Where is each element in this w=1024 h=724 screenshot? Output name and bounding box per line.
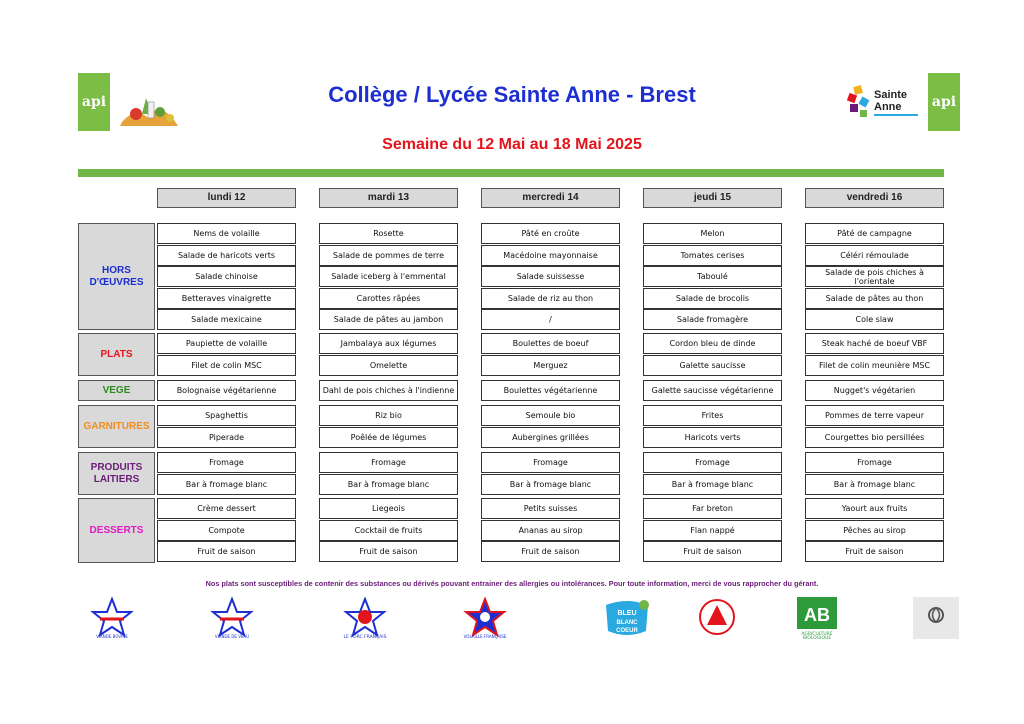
menu-cell: Bar à fromage blanc: [805, 474, 944, 495]
menu-cell: Macédoine mayonnaise: [481, 245, 620, 266]
menu-cell: Salade de brocolis: [643, 288, 782, 309]
svg-text:BIOLOGIQUE: BIOLOGIQUE: [802, 636, 832, 639]
viande-bovine-francaise-icon: [90, 597, 134, 639]
menu-cell: Bolognaise végétarienne: [157, 380, 296, 401]
menu-cell: Galette saucisse: [643, 355, 782, 376]
menu-cell: Bar à fromage blanc: [481, 474, 620, 495]
svg-text:VIANDE DE VEAU: VIANDE DE VEAU: [214, 634, 250, 639]
menu-cell: Boulettes végétarienne: [481, 380, 620, 401]
day-header: vendredi 16: [805, 188, 944, 208]
menu-cell: Ananas au sirop: [481, 520, 620, 541]
menu-cell: Poêlée de légumes: [319, 427, 458, 448]
menu-cell: Salade suissesse: [481, 266, 620, 287]
menu-cell: Spaghettis: [157, 405, 296, 426]
menu-cell: Bar à fromage blanc: [643, 474, 782, 495]
produit-breton-icon: [913, 597, 959, 639]
menu-cell: Flan nappé: [643, 520, 782, 541]
category-vege: VEGE: [78, 380, 155, 401]
menu-cell: Semoule bio: [481, 405, 620, 426]
svg-text:Anne: Anne: [874, 101, 902, 113]
menu-cell: Fruit de saison: [157, 541, 296, 562]
category-produits-laitiers: PRODUITS LAITIERS: [78, 452, 155, 495]
api-logo-right: api: [928, 73, 960, 131]
menu-cell: Salade iceberg à l'emmental: [319, 266, 458, 287]
menu-cell: Fromage: [481, 452, 620, 473]
viande-de-veau-francaise-icon: [210, 597, 254, 639]
menu-cell: Pâté en croûte: [481, 223, 620, 244]
svg-text:Sainte: Sainte: [874, 89, 908, 101]
menu-cell: Bar à fromage blanc: [319, 474, 458, 495]
menu-cell: Pâté de campagne: [805, 223, 944, 244]
menu-cell: Fruit de saison: [643, 541, 782, 562]
day-header: mardi 13: [319, 188, 458, 208]
agriculture-biologique-icon: [795, 597, 839, 639]
svg-text:AGRICULTURE: AGRICULTURE: [801, 632, 833, 637]
menu-cell: Salade mexicaine: [157, 309, 296, 330]
menu-cell: Omelette: [319, 355, 458, 376]
svg-text:LE PORC FRANÇAIS: LE PORC FRANÇAIS: [343, 635, 387, 639]
menu-cell: Fruit de saison: [319, 541, 458, 562]
menu-cell: Merguez: [481, 355, 620, 376]
menu-cell: Compote: [157, 520, 296, 541]
allergy-notice: Nos plats sont susceptibles de contenir des substances ou dérivés pouvant entrainer des allergies ou intolérances. Pour toute information, merci de vous rapprocher du gérant.: [205, 579, 819, 588]
menu-cell: Riz bio: [319, 405, 458, 426]
menu-cell: Salade de haricots verts: [157, 245, 296, 266]
svg-text:BLANC: BLANC: [616, 620, 638, 626]
menu-cell: Cole slaw: [805, 309, 944, 330]
day-header: lundi 12: [157, 188, 296, 208]
svg-text:VIANDE BOVINE: VIANDE BOVINE: [96, 634, 128, 639]
svg-text:BLEU: BLEU: [617, 610, 637, 617]
menu-cell: Tomates cerises: [643, 245, 782, 266]
menu-cell: Cordon bleu de dinde: [643, 333, 782, 354]
menu-cell: Fromage: [157, 452, 296, 473]
label-rouge-icon: [697, 597, 737, 637]
menu-cell: Dahl de pois chiches à l'indienne: [319, 380, 458, 401]
menu-cell: Pêches au sirop: [805, 520, 944, 541]
svg-text:COEUR: COEUR: [616, 628, 638, 634]
menu-cell: Salade de pois chiches à l'orientale: [805, 266, 944, 287]
menu-cell: Melon: [643, 223, 782, 244]
menu-cell: Crème dessert: [157, 498, 296, 519]
menu-cell: Taboulé: [643, 266, 782, 287]
menu-cell: Petits suisses: [481, 498, 620, 519]
menu-cell: Fromage: [319, 452, 458, 473]
school-title: Collège / Lycée Sainte Anne - Brest: [328, 82, 696, 107]
menu-cell: Salade chinoise: [157, 266, 296, 287]
category-garnitures: GARNITURES: [78, 405, 155, 448]
menu-cell: Salade de pâtes au jambon: [319, 309, 458, 330]
menu-cell: Pommes de terre vapeur: [805, 405, 944, 426]
menu-cell: Bar à fromage blanc: [157, 474, 296, 495]
menu-cell: Boulettes de boeuf: [481, 333, 620, 354]
menu-cell: Salade fromagère: [643, 309, 782, 330]
menu-cell: Rosette: [319, 223, 458, 244]
day-header: jeudi 15: [643, 188, 782, 208]
api-logo-left: api: [78, 73, 110, 131]
menu-cell: /: [481, 309, 620, 330]
menu-cell: Paupiette de volaille: [157, 333, 296, 354]
menu-cell: Nugget's végétarien: [805, 380, 944, 401]
menu-cell: Yaourt aux fruits: [805, 498, 944, 519]
menu-cell: Filet de colin meunière MSC: [805, 355, 944, 376]
day-header: mercredi 14: [481, 188, 620, 208]
menu-cell: Fruit de saison: [805, 541, 944, 562]
category-desserts: DESSERTS: [78, 498, 155, 563]
menu-cell: Liegeois: [319, 498, 458, 519]
category-plats: PLATS: [78, 333, 155, 376]
menu-cell: Fromage: [643, 452, 782, 473]
menu-cell: Jambalaya aux légumes: [319, 333, 458, 354]
svg-text:AB: AB: [804, 605, 830, 625]
category-hors-doeuvres: HORS D'ŒUVRES: [78, 223, 155, 330]
menu-cell: Fruit de saison: [481, 541, 620, 562]
menu-cell: Salade de riz au thon: [481, 288, 620, 309]
menu-cell: Nems de volaille: [157, 223, 296, 244]
menu-cell: Carottes râpées: [319, 288, 458, 309]
menu-cell: Filet de colin MSC: [157, 355, 296, 376]
menu-cell: Courgettes bio persillées: [805, 427, 944, 448]
menu-cell: Salade de pommes de terre: [319, 245, 458, 266]
week-title: Semaine du 12 Mai au 18 Mai 2025: [382, 136, 642, 153]
menu-cell: Betteraves vinaigrette: [157, 288, 296, 309]
le-porc-francais-icon: [342, 597, 388, 639]
bleu-blanc-coeur-icon: [602, 597, 652, 639]
menu-cell: Salade de pâtes au thon: [805, 288, 944, 309]
menu-cell: Haricots verts: [643, 427, 782, 448]
menu-cell: Galette saucisse végétarienne: [643, 380, 782, 401]
volaille-francaise-icon: [462, 597, 508, 639]
menu-cell: Céléri rémoulade: [805, 245, 944, 266]
menu-cell: Steak haché de boeuf VBF: [805, 333, 944, 354]
header-divider: [78, 169, 944, 177]
menu-cell: Aubergines grillées: [481, 427, 620, 448]
menu-cell: Piperade: [157, 427, 296, 448]
menu-cell: Far breton: [643, 498, 782, 519]
menu-cell: Cocktail de fruits: [319, 520, 458, 541]
svg-text:VOLAILLE FRANÇAISE: VOLAILLE FRANÇAISE: [463, 634, 507, 639]
menu-cell: Fromage: [805, 452, 944, 473]
menu-cell: Frites: [643, 405, 782, 426]
